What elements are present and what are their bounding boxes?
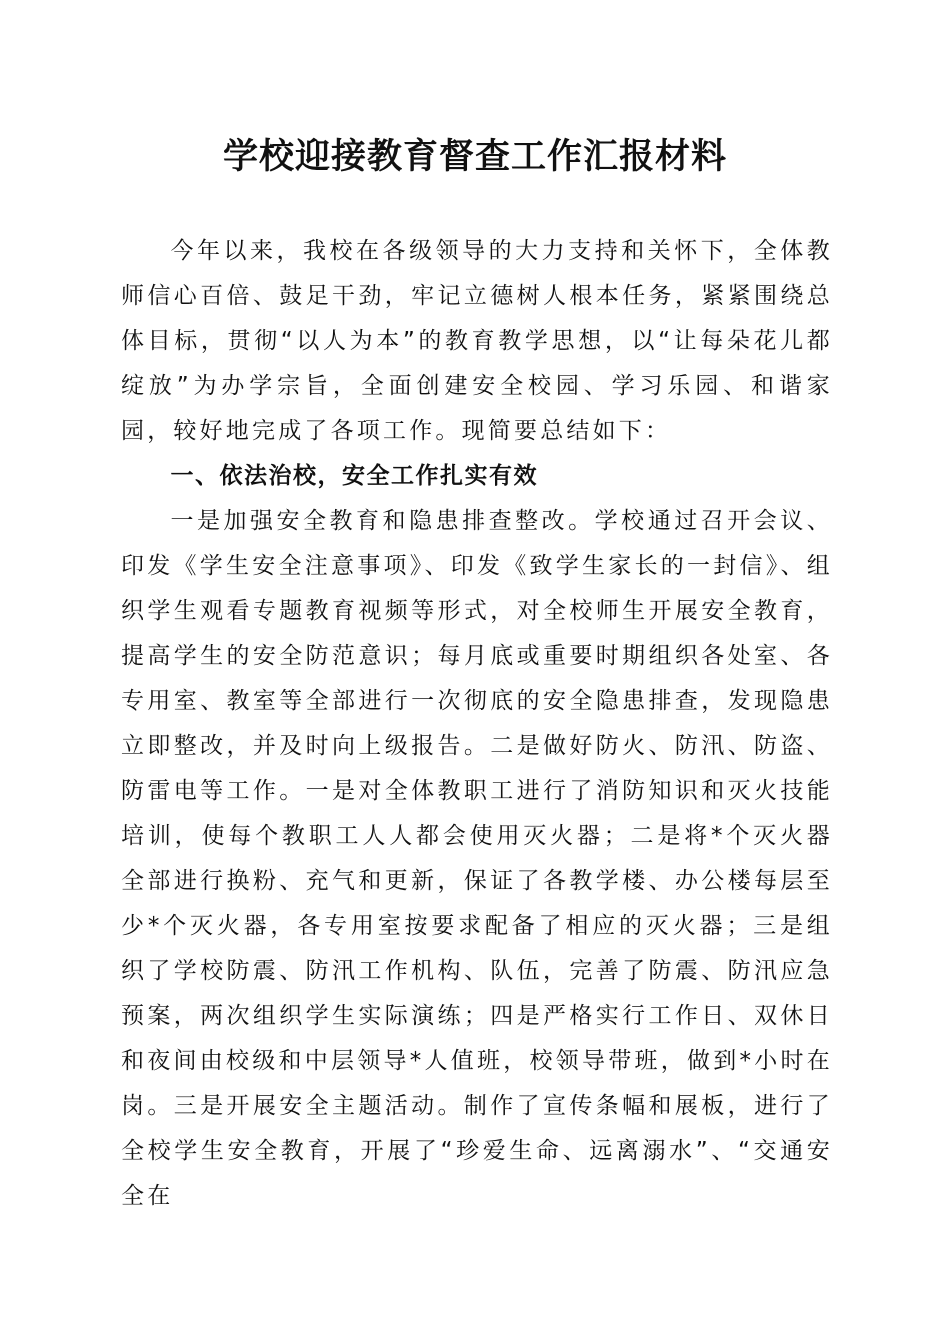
section-lead-phrase: 一是加强安全教育和隐患排查整改。 — [170, 508, 595, 534]
section-body-text: 学校通过召开会议、印发《学生安全注意事项》、印发《致学生家长的一封信》、组织学生观看专题教育视频等形式，对全校师生开展安全教育，提高学生的安全防范意识；每月底或重要时期组织各处室、各专用室、教室等全部进行一次彻底的安全隐患排查，发现隐患立即整改，并及时向上级报告。二是做好防火、防汛、防盗、防雷电等工作。一是对全体教职工进行了消防知识和灭火技能培训，使每个教职工人人都会使用灭火器；二是将*个灭火器全部进行换粉、充气和更新，保证了各教学楼、办公楼每层至少*个灭火器，各专用室按要求配备了相应的灭火器；三是组织了学校防震、防汛工作机构、队伍，完善了防震、防汛应急预案，两次组织学生实际演练；四是严格实行工作日、双休日和夜间由校级和中层领导*人值班，校领导带班，做到*小时在岗。三是开展安全主题活动。制作了宣传条幅和展板，进行了全校学生安全教育，开展了“珍爱生命、远离溺水”、“交通安全在 — [121, 508, 833, 1209]
section-heading: 一、依法治校，安全工作扎实有效 — [170, 463, 538, 489]
intro-paragraph: 今年以来，我校在各级领导的大力支持和关怀下，全体教师信心百倍、鼓足干劲，牢记立德树人根本任务，紧紧围绕总体目标，贯彻“以人为本”的教育教学思想，以“让每朵花儿都绽放”为办学宗旨，全面创建安全校园、学习乐园、和谐家园，较好地完成了各项工作。现简要总结如下： — [121, 238, 833, 444]
document-title: 学校迎接教育督查工作汇报材料 — [222, 136, 727, 177]
document-body — [121, 229, 833, 1219]
section-paragraph — [121, 499, 833, 1219]
